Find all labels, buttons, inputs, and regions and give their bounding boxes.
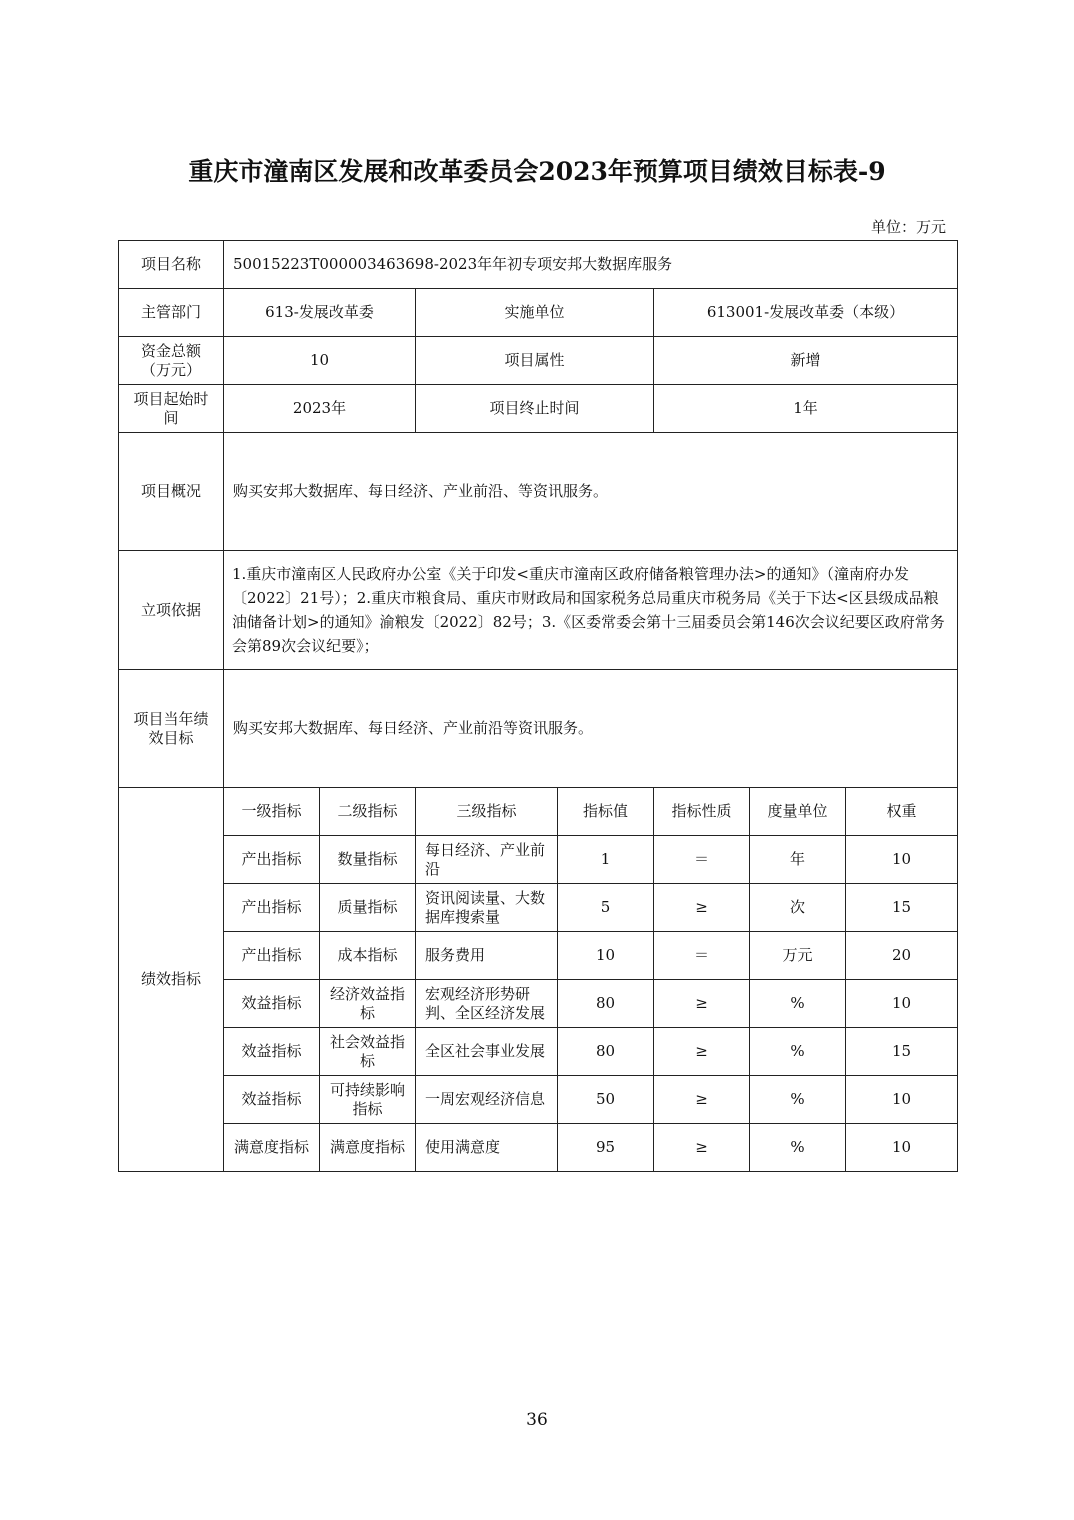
- header-cell: 一级指标: [224, 788, 320, 836]
- value-cell: 10: [558, 932, 654, 980]
- page-number: 36: [526, 1410, 548, 1430]
- table-row: [119, 980, 958, 1028]
- overview-label: 项目概况: [119, 433, 224, 551]
- performance-table: [118, 240, 958, 1172]
- level3-cell: 使用满意度: [416, 1124, 558, 1172]
- level2-cell: 满意度指标: [320, 1124, 416, 1172]
- level1-cell: 产出指标: [224, 884, 320, 932]
- unit-cell: 万元: [750, 932, 846, 980]
- basis-value: 1.重庆市潼南区人民政府办公室《关于印发<重庆市潼南区政府储备粮管理办法>的通知》（潼南府办发〔2022〕21号）；2.重庆市粮食局、重庆市财政局和国家税务总局重庆市税务局《关于下达<区县级成品粮油储备计划>的通知》渝粮发〔2022〕82号；3.《区委常委会第十三届委员会第146次会议纪要区政府常务会第89次会议纪要》；: [224, 551, 958, 670]
- value-cell: 5: [558, 884, 654, 932]
- value-cell: 1: [558, 836, 654, 884]
- level1-cell: 效益指标: [224, 980, 320, 1028]
- level2-cell: 社会效益指标: [320, 1028, 416, 1076]
- level1-cell: 产出指标: [224, 932, 320, 980]
- level1-cell: 满意度指标: [224, 1124, 320, 1172]
- impl-value: 613001-发展改革委（本级）: [654, 289, 958, 337]
- attr-value: 新增: [654, 337, 958, 385]
- unit-cell: 年: [750, 836, 846, 884]
- page-title: 重庆市潼南区发展和改革委员会2023年预算项目绩效目标表-9: [188, 157, 886, 186]
- header-cell: 指标值: [558, 788, 654, 836]
- overview-value: 购买安邦大数据库、每日经济、产业前沿、等资讯服务。: [224, 433, 958, 551]
- table-row: [119, 836, 958, 884]
- level2-cell: 经济效益指标: [320, 980, 416, 1028]
- attr-label: 项目属性: [416, 337, 654, 385]
- level3-cell: 宏观经济形势研判、全区经济发展: [416, 980, 558, 1028]
- weight-cell: 15: [846, 884, 958, 932]
- level1-cell: 效益指标: [224, 1028, 320, 1076]
- nature-cell: ＝: [654, 836, 750, 884]
- table-row: [119, 932, 958, 980]
- table-row: [119, 884, 958, 932]
- end-value: 1年: [654, 385, 958, 433]
- unit-cell: %: [750, 980, 846, 1028]
- value-cell: 95: [558, 1124, 654, 1172]
- table-row: [119, 1124, 958, 1172]
- goal-label: 项目当年绩效目标: [119, 670, 224, 788]
- start-value: 2023年: [224, 385, 416, 433]
- table-row: [119, 1076, 958, 1124]
- fund-label: 资金总额（万元）: [119, 337, 224, 385]
- value-cell: 80: [558, 980, 654, 1028]
- nature-cell: ≥: [654, 1124, 750, 1172]
- unit-cell: %: [750, 1076, 846, 1124]
- unit-cell: 次: [750, 884, 846, 932]
- dept-label: 主管部门: [119, 289, 224, 337]
- level3-cell: 全区社会事业发展: [416, 1028, 558, 1076]
- header-cell: 二级指标: [320, 788, 416, 836]
- level2-cell: 数量指标: [320, 836, 416, 884]
- nature-cell: ≥: [654, 1028, 750, 1076]
- dept-value: 613-发展改革委: [224, 289, 416, 337]
- weight-cell: 20: [846, 932, 958, 980]
- nature-cell: ≥: [654, 980, 750, 1028]
- weight-cell: 10: [846, 1076, 958, 1124]
- level2-cell: 可持续影响指标: [320, 1076, 416, 1124]
- end-label: 项目终止时间: [416, 385, 654, 433]
- fund-value: 10: [224, 337, 416, 385]
- indicators-section-label: 绩效指标: [119, 788, 224, 1172]
- header-cell: 指标性质: [654, 788, 750, 836]
- weight-cell: 10: [846, 980, 958, 1028]
- nature-cell: ≥: [654, 884, 750, 932]
- value-cell: 80: [558, 1028, 654, 1076]
- nature-cell: ≥: [654, 1076, 750, 1124]
- nature-cell: ＝: [654, 932, 750, 980]
- level1-cell: 效益指标: [224, 1076, 320, 1124]
- value-cell: 50: [558, 1076, 654, 1124]
- weight-cell: 10: [846, 836, 958, 884]
- header-cell: 三级指标: [416, 788, 558, 836]
- level3-cell: 每日经济、产业前沿: [416, 836, 558, 884]
- goal-value: 购买安邦大数据库、每日经济、产业前沿等资讯服务。: [224, 670, 958, 788]
- unit-cell: %: [750, 1028, 846, 1076]
- unit-label: 单位：万元: [870, 218, 946, 236]
- level3-cell: 服务费用: [416, 932, 558, 980]
- level2-cell: 成本指标: [320, 932, 416, 980]
- weight-cell: 10: [846, 1124, 958, 1172]
- project-name-value: 50015223T000003463698-2023年年初专项安邦大数据库服务: [224, 241, 958, 289]
- basis-label: 立项依据: [119, 551, 224, 670]
- table-row: [119, 1028, 958, 1076]
- level2-cell: 质量指标: [320, 884, 416, 932]
- start-label: 项目起始时间: [119, 385, 224, 433]
- header-cell: 度量单位: [750, 788, 846, 836]
- unit-cell: %: [750, 1124, 846, 1172]
- impl-label: 实施单位: [416, 289, 654, 337]
- weight-cell: 15: [846, 1028, 958, 1076]
- level1-cell: 产出指标: [224, 836, 320, 884]
- header-cell: 权重: [846, 788, 958, 836]
- level3-cell: 资讯阅读量、大数据库搜索量: [416, 884, 558, 932]
- level3-cell: 一周宏观经济信息: [416, 1076, 558, 1124]
- project-name-label: 项目名称: [119, 241, 224, 289]
